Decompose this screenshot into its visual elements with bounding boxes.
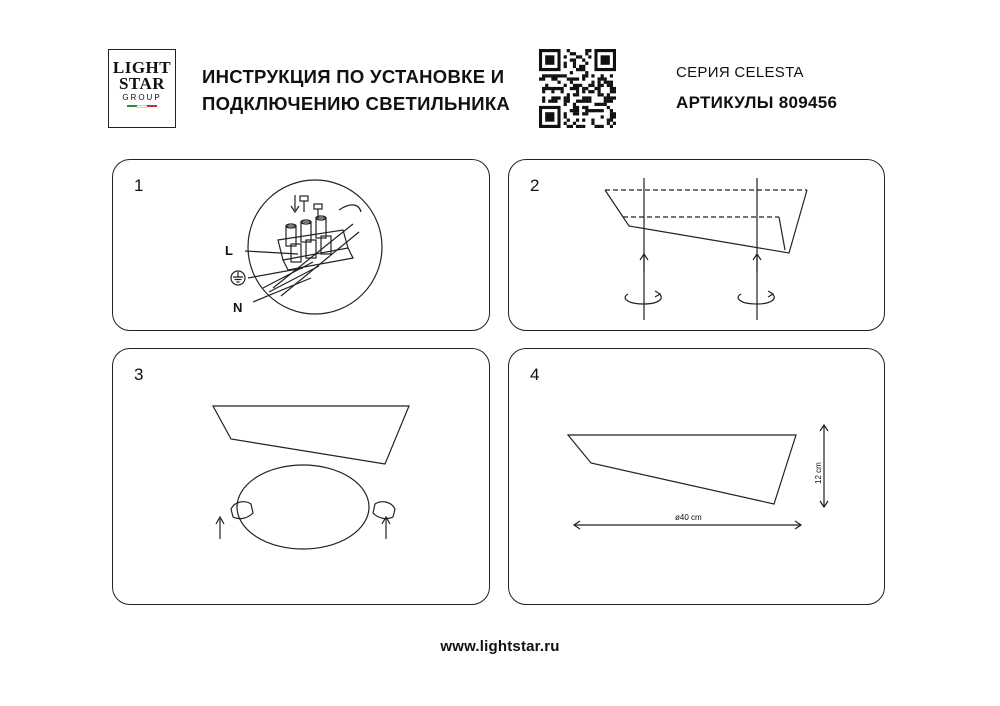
step-2-panel [508,159,885,331]
fixture-outline [605,190,807,253]
live-wire-line [245,251,298,254]
product-series: СЕРИЯ CELESTA [676,64,804,81]
left-hand-icon [231,502,253,519]
wiring-diagram [113,160,491,332]
step-3-number: 3 [134,365,144,384]
mounting-diagram [509,160,886,332]
qr-code-icon [539,49,616,128]
neutral-wire-line [253,278,311,302]
screw-arrow [291,195,299,212]
title-line-1: ИНСТРУКЦИЯ ПО УСТАНОВКЕ И [202,66,505,87]
step-1-number: 1 [134,176,144,195]
document-title [202,63,510,117]
step-1-panel [112,159,490,331]
flag-green [127,105,137,107]
product-article: АРТИКУЛЫ 809456 [676,93,838,112]
step-4-number: 4 [530,365,540,384]
flag-red [147,105,157,107]
flag-white [137,105,147,108]
italian-flag-stripe [109,105,175,108]
height-label: 12 cm [814,462,823,484]
logo-line-3: GROUP [122,93,162,102]
ground-wire-line [248,268,303,278]
neutral-label: N [233,300,243,315]
right-hand-icon [373,502,395,519]
website-link[interactable]: www.lightstar.ru [440,638,560,655]
detail-magnifier-circle [248,180,382,314]
terminal-screw [286,226,296,246]
fixture-side-view [568,435,796,504]
title-line-2: ПОДКЛЮЧЕНИЮ СВЕТИЛЬНИКА [202,93,511,114]
diameter-label: ø40 cm [675,513,702,522]
live-label: L [225,243,233,258]
ground-symbol-icon [231,271,245,285]
fixture-body [213,406,409,464]
logo-line-1: LIGHT [112,58,172,77]
diffuser-shade [237,465,369,549]
step-3-panel [112,348,490,605]
brand-logo [108,49,176,128]
step-2-number: 2 [530,176,540,195]
shade-diagram [113,349,491,606]
step-4-panel [508,348,885,605]
dimensions-diagram [509,349,886,606]
logo-line-2: STAR [118,74,166,93]
